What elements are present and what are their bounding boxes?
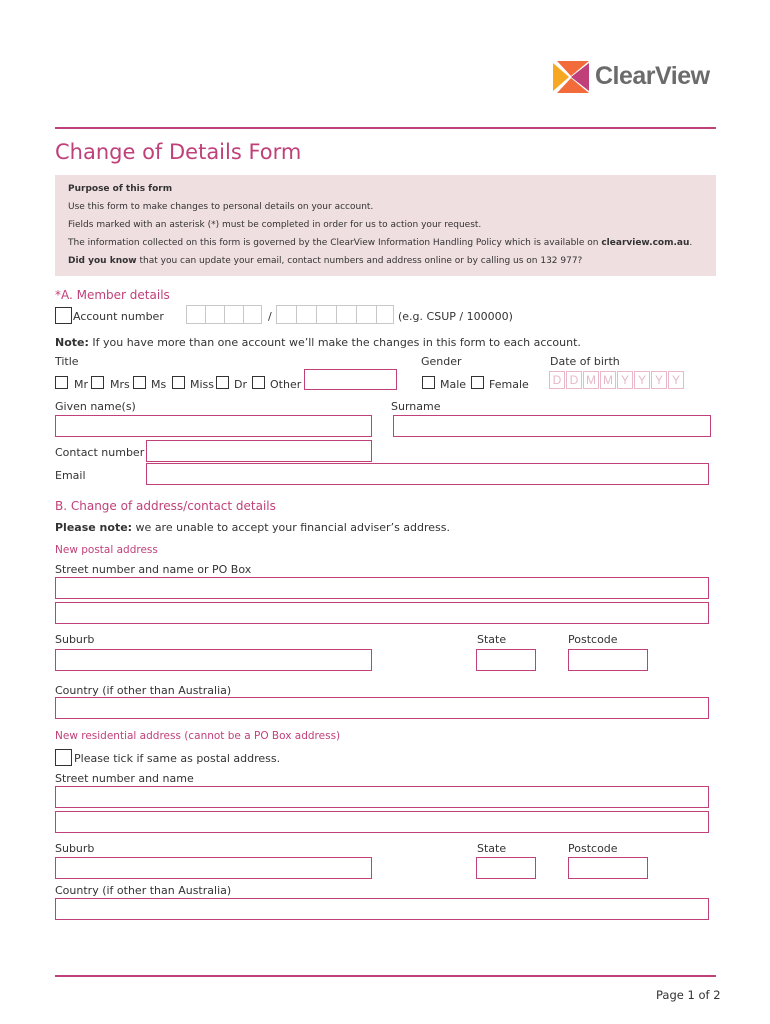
postal-address-heading: New postal address [55,544,158,556]
dob-cell[interactable]: M [600,371,616,389]
residential-postcode-label: Postcode [568,842,618,855]
contact-number-input[interactable] [146,440,372,462]
purpose-line-4 [68,256,582,266]
did-you-know: Did you know [68,256,137,266]
title-miss-checkbox[interactable] [172,376,185,389]
postal-street-input-2[interactable] [55,602,709,624]
title-mrs-label: Mrs [110,378,130,391]
dob-cell[interactable]: Y [668,371,684,389]
postal-suburb-label: Suburb [55,633,95,646]
postal-street-label: Street number and name or PO Box [55,563,252,576]
residential-state-label: State [477,842,507,855]
gender-male-label: Male [440,378,467,391]
residential-country-label: Country (if other than Australia) [55,884,232,897]
title-other-label: Other [270,378,302,391]
logo-text: ClearView [595,62,710,90]
residential-country-input[interactable] [55,898,709,920]
purpose-line-1: Use this form to make changes to personal details on your account. [68,202,374,212]
section-a-heading: *A. Member details [55,288,170,302]
please-note-text: we are unable to accept your financial adviser’s address. [132,521,451,534]
postal-street-input-1[interactable] [55,577,709,599]
residential-address-heading: New residential address (cannot be a PO Box address) [55,730,341,742]
account-number-checkbox[interactable] [55,307,72,324]
note-bold: Note: [55,336,89,349]
postal-postcode-input[interactable] [568,649,648,671]
dob-cell[interactable]: D [549,371,565,389]
postal-postcode-label: Postcode [568,633,618,646]
dob-label: Date of birth [550,355,620,368]
account-number-label: Account number [73,310,164,323]
title-mr-checkbox[interactable] [55,376,68,389]
surname-input[interactable] [393,415,711,437]
dob-cell[interactable]: M [583,371,599,389]
dob-cell[interactable]: Y [651,371,667,389]
postal-country-input[interactable] [55,697,709,719]
title-ms-checkbox[interactable] [133,376,146,389]
account-slash: / [268,310,272,323]
gender-female-checkbox[interactable] [471,376,484,389]
title-other-checkbox[interactable] [252,376,265,389]
email-label: Email [55,469,86,482]
please-note-bold: Please note: [55,521,133,534]
residential-suburb-input[interactable] [55,857,372,879]
clearview-logo [553,60,718,94]
title-miss-label: Miss [190,378,215,391]
same-as-postal-label: Please tick if same as postal address. [74,752,281,765]
section-b-note [55,521,450,534]
postal-state-input[interactable] [476,649,536,671]
email-input[interactable] [146,463,709,485]
same-as-postal-checkbox[interactable] [55,749,72,766]
gender-label: Gender [421,355,462,368]
note-text: If you have more than one account we’ll make the changes in this form to each account. [88,336,581,349]
website-link[interactable]: clearview.com.au [601,238,690,248]
logo-mark-icon [553,61,589,93]
residential-postcode-input[interactable] [568,857,648,879]
bottom-divider [55,975,716,977]
dob-cell[interactable]: D [566,371,582,389]
account-prefix-input[interactable] [186,305,262,324]
title-label: Title [55,355,79,368]
title-mr-label: Mr [74,378,89,391]
account-note [55,336,581,349]
page-title: Change of Details Form [55,140,302,164]
title-dr-checkbox[interactable] [216,376,229,389]
residential-state-input[interactable] [476,857,536,879]
residential-suburb-label: Suburb [55,842,95,855]
given-names-input[interactable] [55,415,372,437]
postal-state-label: State [477,633,507,646]
purpose-line-3-text: The information collected on this form is governed by the ClearView Information Handling Policy which is available on [68,238,602,248]
surname-label: Surname [391,400,441,413]
postal-suburb-input[interactable] [55,649,372,671]
section-b-heading: B. Change of address/contact details [55,499,276,513]
purpose-heading: Purpose of this form [68,184,173,194]
title-dr-label: Dr [234,378,247,391]
purpose-line-2: Fields marked with an asterisk (*) must be completed in order for us to action your request. [68,220,482,230]
given-names-label: Given name(s) [55,400,136,413]
purpose-line-3 [68,238,692,248]
page-number: Page 1 of 2 [656,988,721,1002]
title-other-input[interactable] [304,369,397,390]
dob-cell[interactable]: Y [634,371,650,389]
account-number-input[interactable] [276,305,394,324]
residential-street-input-1[interactable] [55,786,709,808]
top-divider [55,127,716,129]
purpose-panel [55,175,716,276]
title-ms-label: Ms [151,378,167,391]
gender-male-checkbox[interactable] [422,376,435,389]
postal-country-label: Country (if other than Australia) [55,684,232,697]
title-mrs-checkbox[interactable] [91,376,104,389]
residential-street-input-2[interactable] [55,811,709,833]
purpose-line-4-text: that you can update your email, contact numbers and address online or by calling us on 132 977? [136,256,583,266]
account-example: (e.g. CSUP / 100000) [398,310,513,323]
gender-female-label: Female [489,378,529,391]
dob-input[interactable] [549,371,685,389]
dob-cell[interactable]: Y [617,371,633,389]
purpose-line-3-end: . [689,238,693,248]
residential-street-label: Street number and name [55,772,194,785]
contact-number-label: Contact number [55,446,145,459]
